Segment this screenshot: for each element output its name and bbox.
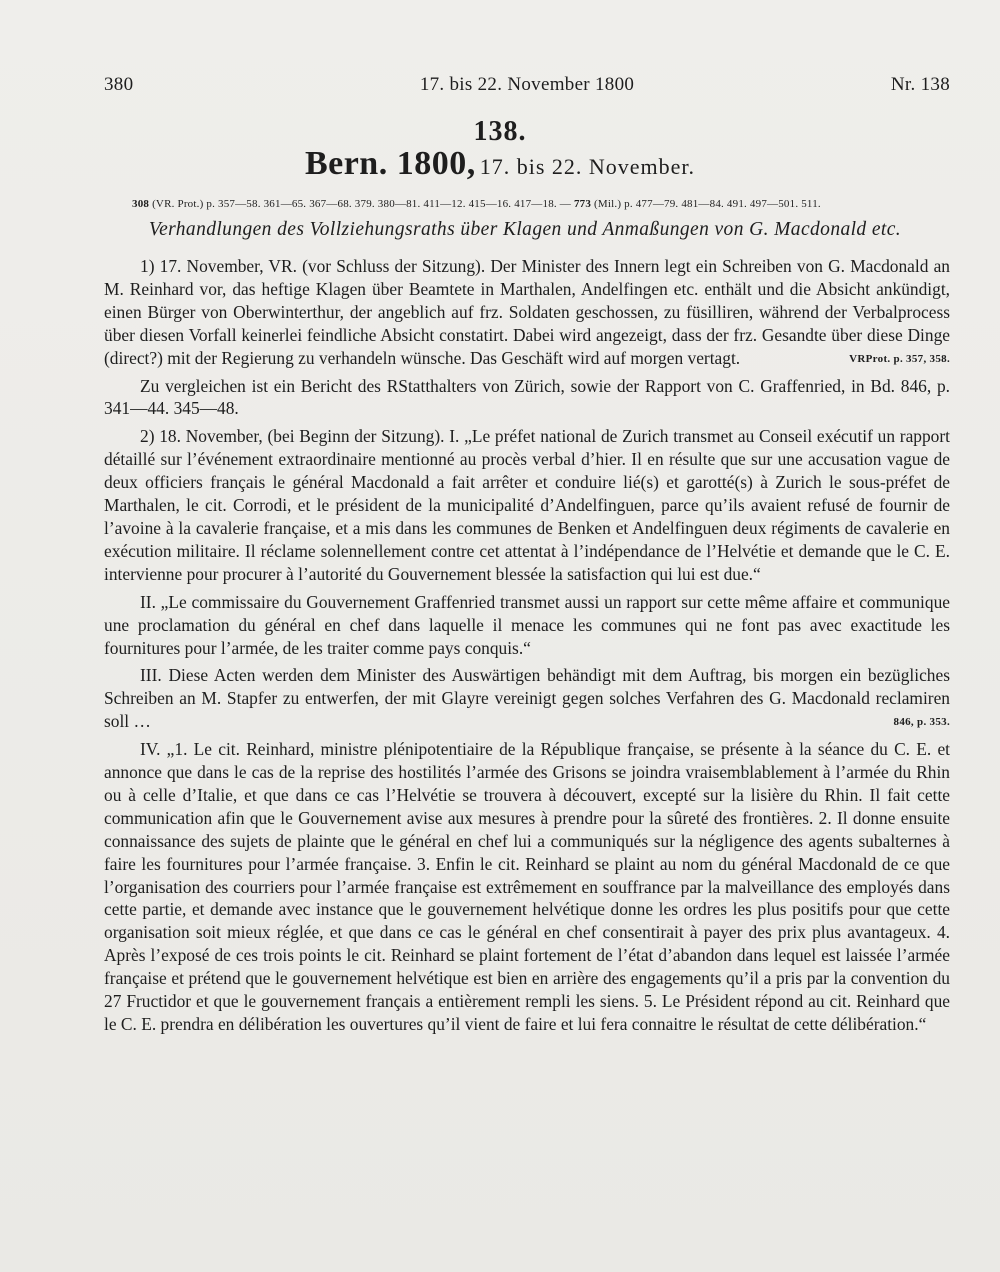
archive-references <box>132 198 952 210</box>
header-date-range: 17. bis 22. November 1800 <box>419 74 635 95</box>
paragraph-6: IV. „1. Le cit. Reinhard, ministre plénipotentiaire de la République française, se présente à la séance du C. E. et annonce que dans le cas de la reprise des hostilités l’armée des Grisons se joindra vraisemblablement à l’armée du Rhin ou à celle d’Italie, et que dans ce cas l’Helvétie se trouvera à découvert, excepté sur la lisière du Rhin. Il fait cette communication afin que le Gouvernement avise aux mesures à prendre pour la sûreté des frontières. 2. Il donne ensuite connaissance des sujets de plainte que le général en chef lui a communiqués sur la négligence des agents subalternes à faire les fournitures pour l’armée française. 3. Enfin le cit. Reinhard se plaint au nom du général Macdonald de ce que l’organisation des courriers pour l’armée française est extrêmement en souffrance par la malveillance des employés dans cette partie, et demande avec instance que le gouvernement helvétique donne les ordres les plus positifs pour que cette organisation soit mieux réglée, et que dans ce cas le général en chef consentirait à payer des prix plus avantageux. 4. Après l’exposé de ces trois points le cit. Reinhard se plaint fortement de l’état d’abandon dans lequel est laissée l’armée française et prétend que le gouvernement helvétique est bien en arrière des engagements qu’il a pris par la convention du 27 Fructidor et que le gouvernement français a entièrement rempli les siens. 5. Le Président répond au cit. Reinhard que le C. E. prendra en délibération les ouvertures qu’il vient de faire et lui fera connaitre le résultat de cette délibération.“ <box>104 739 950 1034</box>
document-subject: Verhandlungen des Vollziehungsraths über Klagen und Anmaßungen von G. Macdonald etc. <box>148 219 902 240</box>
refs-pages-1: (VR. Prot.) p. 357—58. 361—65. 367—68. 379. 380—81. 411—12. 415—16. 417—18. — <box>152 198 571 210</box>
paragraph-5 <box>104 664 950 733</box>
running-header <box>104 74 950 100</box>
refs-pages-2: (Mil.) p. 477—79. 481—84. 491. 497—501. 511. <box>594 198 821 210</box>
paragraph-5-text: III. Diese Acten werden dem Minister des Auswärtigen behändigt mit dem Auftrag, bis morgen ein bezügliches Schreiben an M. Stapfer zu entwerfen, der mit Glayre vereinigt gegen solches Verfahren des G. Macdonald reclamiren soll … <box>104 665 950 732</box>
paragraph-1-text: 1) 17. November, VR. (vor Schluss der Sitzung). Der Minister des Innern legt ein Schreiben von G. Macdonald an M. Reinhard vor, das heftige Klagen über Beamtete in Marthalen, Andelfingen etc. enthält und die Absicht ankündigt, einen Bürger von Oberwinterthur, der angeblich auf frz. Soldaten geschossen, zu füsilliren, während der Verbalprocess über diesen Vorfall keinerlei feindliche Absicht constatirt. Dabei wird angezeigt, dass der frz. Gesandte über diese Dinge (direct?) mit der Regierung zu verhandeln wünsche. Das Geschäft wird auf morgen vertagt. <box>104 256 950 368</box>
refs-volume-1: 308 <box>132 198 150 210</box>
paragraph-1-citation: VRProt. p. 357, 358. <box>849 352 950 365</box>
paragraph-2: Zu vergleichen ist ein Bericht des RStatthalters von Zürich, sowie der Rapport von C. Graffenried, in Bd. 846, p. 341—44. 345—48. <box>104 375 950 419</box>
document-body <box>104 255 950 1036</box>
document-title <box>0 145 1000 183</box>
title-place-year: Bern. 1800, <box>304 145 476 182</box>
paragraph-5-citation: 846, p. 353. <box>893 716 950 729</box>
title-date: 17. bis 22. November. <box>479 154 696 179</box>
refs-volume-2: 773 <box>573 198 592 210</box>
document-number: 138. <box>473 116 527 147</box>
page-number: 380 <box>104 74 134 95</box>
paragraph-1 <box>104 255 950 370</box>
paragraph-3: 2) 18. November, (bei Beginn der Sitzung). I. „Le préfet national de Zurich transmet au Conseil exécutif un rapport détaillé sur l’événement extraordinaire mentionné au procès verbal d’hier. Il en résulte que sur une accusation vague de deux officiers français le général Macdonald a fait arrêter et conduire lié(s) et garotté(s) à Zurich le sous-préfet de Marthalen, le cit. Corrodi, et le président de la municipalité d’Andelfinguen, parce qu’ils avaient refusé de fournir de l’avoine à la cavalerie française, et a mis dans les communes de Benken et Andelfinguen deux régiments de cavalerie en exécution militaire. Il réclame solennellement contre cet attentat à l’indépendance de l’Helvétie et demande que le C. E. intervienne pour procurer à l’autorité du Gouvernement blessée la satisfaction qui lui est due.“ <box>104 426 950 584</box>
header-doc-ref: Nr. 138 <box>890 74 950 95</box>
paragraph-4: II. „Le commissaire du Gouvernement Graffenried transmet aussi un rapport sur cette même affaire et communique une proclamation du général en chef dans laquelle il menace les communes qui ne font pas avec exactitude les fournitures pour l’armée, de les traiter comme pays conquis.“ <box>104 591 950 658</box>
